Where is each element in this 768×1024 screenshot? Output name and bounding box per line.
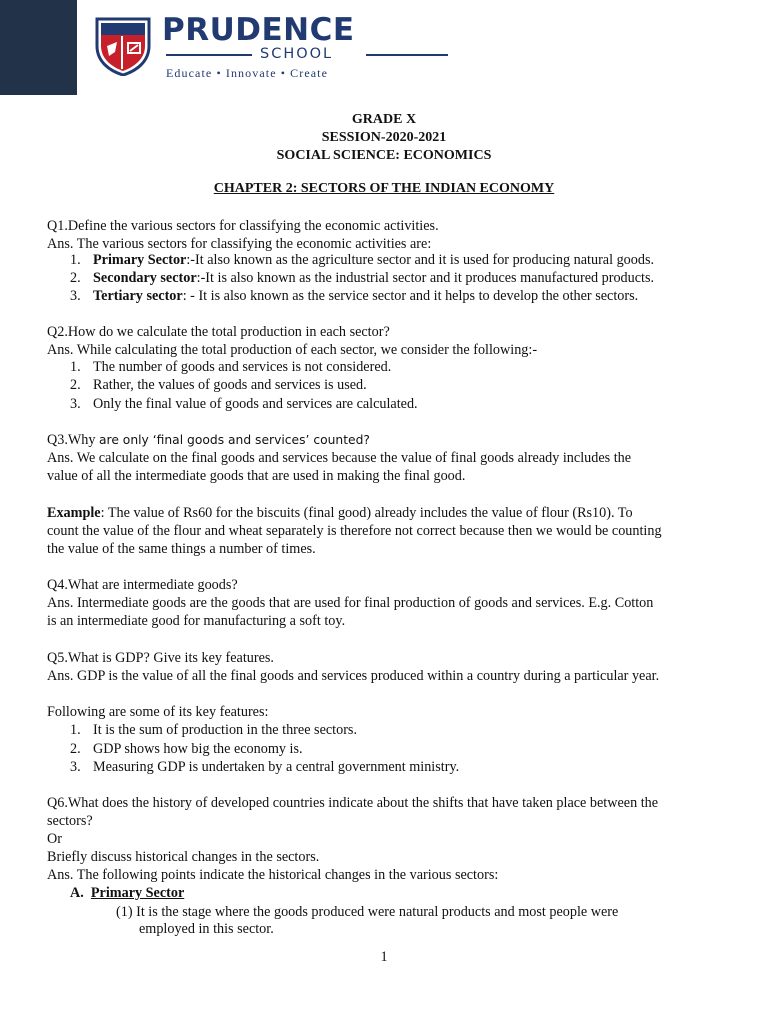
q4-answer-line: Ans. Intermediate goods are the goods that are used for final production of goods and services. E.g. Cotton — [47, 595, 654, 611]
list-text: GDP shows how big the economy is. — [93, 741, 303, 757]
q3-question-prefix: Q3.Why — [47, 432, 100, 448]
point-line — [116, 903, 618, 921]
q5-features-intro: Following are some of its key features: — [47, 704, 269, 720]
term-text: :-It also known as the agriculture sector and it is used for producing natural goods. — [186, 252, 655, 268]
list-number: 2. — [70, 270, 81, 286]
list-text: The number of goods and services is not considered. — [93, 359, 392, 375]
q2-question: Q2.How do we calculate the total production in each sector? — [47, 324, 390, 340]
chapter-heading — [0, 180, 768, 198]
term-label: Secondary sector — [93, 270, 197, 286]
q5-question: Q5.What is GDP? Give its key features. — [47, 650, 274, 666]
sidebar-band — [0, 0, 77, 95]
section-letter: A. — [70, 885, 84, 901]
list-number: 1. — [70, 722, 81, 738]
q5-answer: Ans. GDP is the value of all the final goods and services produced within a country during a particular year. — [47, 668, 660, 684]
brand-divider — [366, 54, 448, 56]
q1-question: Q1.Define the various sectors for classifying the economic activities. — [47, 218, 439, 234]
list-number: 2. — [70, 741, 81, 757]
list-text — [93, 251, 654, 269]
q6-answer: Ans. The following points indicate the historical changes in the various sectors: — [47, 867, 499, 883]
list-text: Only the final value of goods and services are calculated. — [93, 396, 418, 412]
q6-alt-question: Briefly discuss historical changes in the sectors. — [47, 849, 320, 865]
section-title: Primary Sector — [90, 885, 185, 901]
point-line: employed in this sector. — [139, 921, 274, 937]
list-text: Rather, the values of goods and services is used. — [93, 377, 367, 393]
q6-question-line: sectors? — [47, 813, 93, 829]
list-number: 1. — [70, 359, 81, 375]
example-line: the value of the same things a number of times. — [47, 541, 316, 557]
example-label: Example — [47, 505, 101, 521]
grade-heading: GRADE X — [351, 112, 417, 127]
list-text: Measuring GDP is undertaken by a central government ministry. — [93, 759, 460, 775]
school-crest-icon — [94, 16, 152, 76]
q3-answer-line: value of all the intermediate goods that are used in making the final good. — [47, 468, 466, 484]
page-number: 1 — [380, 949, 388, 965]
example-line — [47, 504, 633, 522]
brand-name: PRUDENCE — [162, 12, 355, 48]
section-heading — [70, 884, 184, 902]
term-text: : - It is also known as the service sector and it helps to develop the other sectors. — [182, 288, 639, 304]
session-heading: SESSION-2020-2021 — [321, 130, 447, 145]
chapter-title: CHAPTER 2: SECTORS OF THE INDIAN ECONOMY — [213, 181, 555, 196]
point-text: It is the stage where the goods produced were natural products and most people were — [136, 904, 619, 920]
q6-or: Or — [47, 831, 62, 847]
list-number: 3. — [70, 759, 81, 775]
q2-answer: Ans. While calculating the total production of each sector, we consider the following:- — [47, 342, 538, 358]
brand-tagline: Educate • Innovate • Create — [166, 66, 329, 80]
term-label: Tertiary sector — [93, 288, 183, 304]
q3-answer-line: Ans. We calculate on the final goods and services because the value of final goods already includes the — [47, 450, 632, 466]
brand-school-row — [166, 45, 450, 63]
q3-question-rest: are only ‘final goods and services’ counted? — [99, 433, 370, 447]
term-label: Primary Sector — [93, 252, 187, 268]
list-text — [93, 287, 638, 305]
school-logo — [94, 12, 454, 80]
example-line: count the value of the flour and wheat separately is therefore not correct because then we would be counting — [47, 523, 662, 539]
list-number: 3. — [70, 396, 81, 412]
q1-answer: Ans. The various sectors for classifying the economic activities are: — [47, 236, 432, 252]
subject-heading: SOCIAL SCIENCE: ECONOMICS — [276, 148, 492, 163]
example-text: : The value of Rs60 for the biscuits (final good) already includes the value of flour (Rs10). To — [100, 505, 633, 521]
term-text: :-It is also known as the industrial sector and it produces manufactured products. — [196, 270, 655, 286]
brand-school: SCHOOL — [260, 46, 334, 62]
brand-divider — [166, 54, 252, 56]
list-text: It is the sum of production in the three sectors. — [93, 722, 357, 738]
q4-question: Q4.What are intermediate goods? — [47, 577, 238, 593]
point-number: (1) — [116, 904, 133, 920]
q6-question-line: Q6.What does the history of developed countries indicate about the shifts that have taken place between the — [47, 795, 659, 811]
q4-answer-line: is an intermediate good for manufacturing a soft toy. — [47, 613, 346, 629]
list-number: 1. — [70, 252, 81, 268]
list-number: 3. — [70, 288, 81, 304]
list-text — [93, 269, 654, 287]
list-number: 2. — [70, 377, 81, 393]
q3-question — [47, 431, 370, 449]
